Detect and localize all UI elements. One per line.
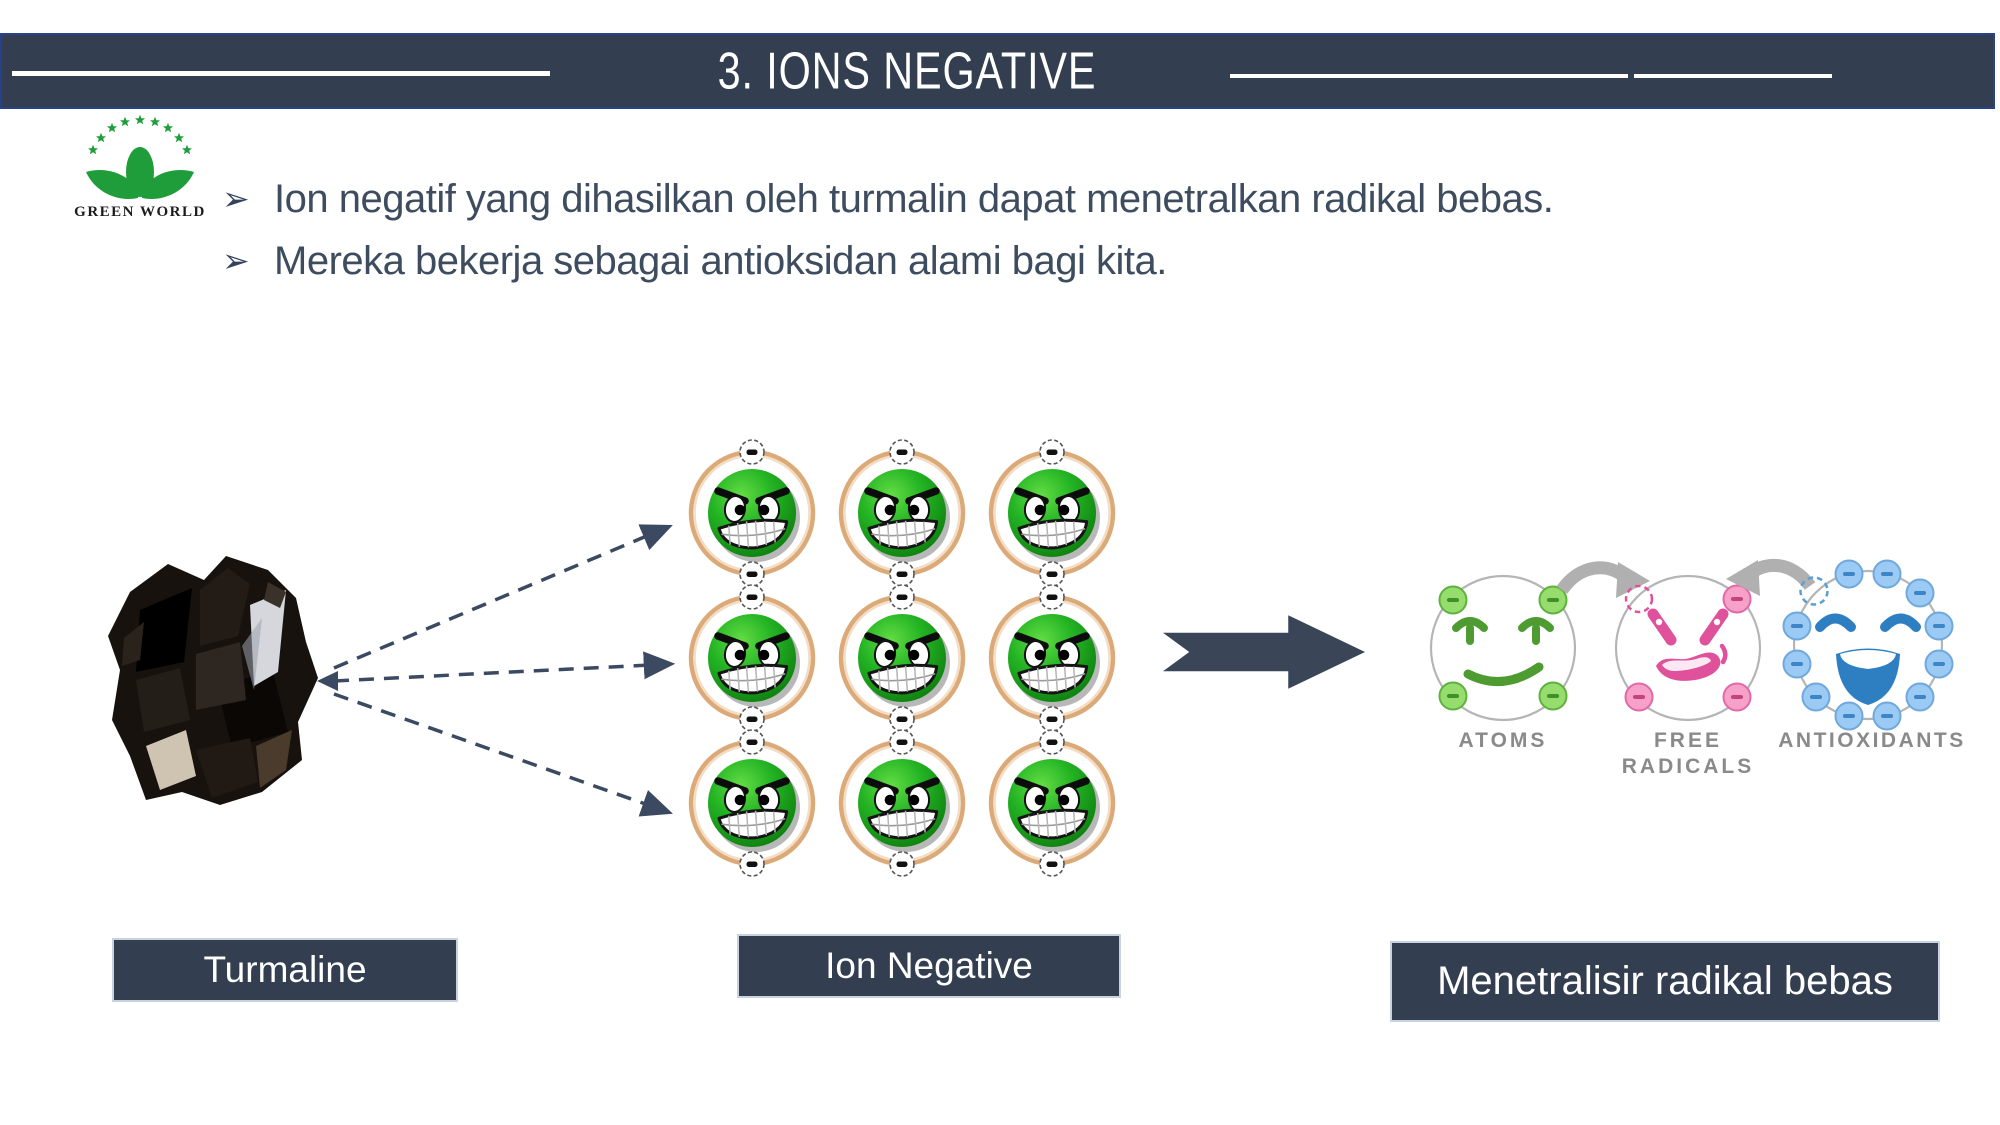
bullet-arrow-icon: ➢ <box>222 180 250 217</box>
electron-icons <box>1626 586 1751 711</box>
dashed-arrow-top <box>334 527 668 668</box>
negative-ion-smiley-icon <box>977 583 1127 733</box>
negative-ion-smiley-icon <box>677 728 827 878</box>
dashed-arrow-bottom <box>334 694 668 812</box>
neutralize-caption-text: Menetralisir radikal bebas <box>1437 959 1893 1003</box>
free-radical-face-icon <box>1616 576 1760 720</box>
missing-electron-icon <box>1626 586 1652 612</box>
free-radicals-label <box>1598 728 1778 780</box>
turmaline-caption-text: Turmaline <box>203 949 367 990</box>
slide-title: 3. IONS NEGATIVE <box>717 41 1097 100</box>
logo-flower <box>86 147 194 199</box>
negative-ion-smiley-icon <box>827 583 977 733</box>
big-right-arrow-icon <box>1163 612 1365 692</box>
negative-ion-smiley-icon <box>977 438 1127 588</box>
bullet-text: Ion negatif yang dihasilkan oleh turmalin dapat menetralkan radikal bebas. <box>274 177 1554 221</box>
turmaline-caption-box <box>112 938 458 1002</box>
decorative-line-right-1 <box>1230 74 1628 78</box>
negative-ion-smiley-icon <box>827 728 977 878</box>
decorative-line-left <box>12 71 550 76</box>
negative-ion-smiley-icon <box>677 583 827 733</box>
negative-ion-smiley-icon <box>827 438 977 588</box>
negative-ion-smiley-icon <box>977 728 1127 878</box>
free-radicals-label-line2: RADICALS <box>1621 755 1755 778</box>
ion-negative-caption-box <box>737 934 1121 998</box>
electron-icons <box>1440 587 1567 710</box>
bullet-item <box>222 168 1602 230</box>
tourmaline-crystal-image <box>100 550 328 818</box>
dashed-arrow-middle <box>334 664 670 681</box>
atom-face-icon <box>1431 576 1575 720</box>
negative-ion-smiley-icon <box>677 438 827 588</box>
atoms-label: ATOMS <box>1458 729 1548 752</box>
decorative-line-right-2 <box>1634 74 1832 78</box>
bullet-arrow-icon: ➢ <box>222 242 250 279</box>
green-world-logo <box>68 112 218 224</box>
bullet-list <box>222 168 1602 292</box>
negative-ion-grid <box>677 438 1127 873</box>
ion-negative-caption-text: Ion Negative <box>825 945 1033 986</box>
title-bar <box>0 33 1995 109</box>
bullet-item <box>222 230 1602 292</box>
free-radicals-label-line1: FREE <box>1653 729 1722 752</box>
neutralize-caption-box <box>1390 941 1940 1022</box>
electron-loss-arrow <box>1562 562 1650 598</box>
bullet-text: Mereka bekerja sebagai antioksidan alami bagi kita. <box>274 239 1167 283</box>
logo-text: GREEN WORLD <box>74 204 206 220</box>
antioxidants-label: ANTIOXIDANTS <box>1778 729 1966 752</box>
